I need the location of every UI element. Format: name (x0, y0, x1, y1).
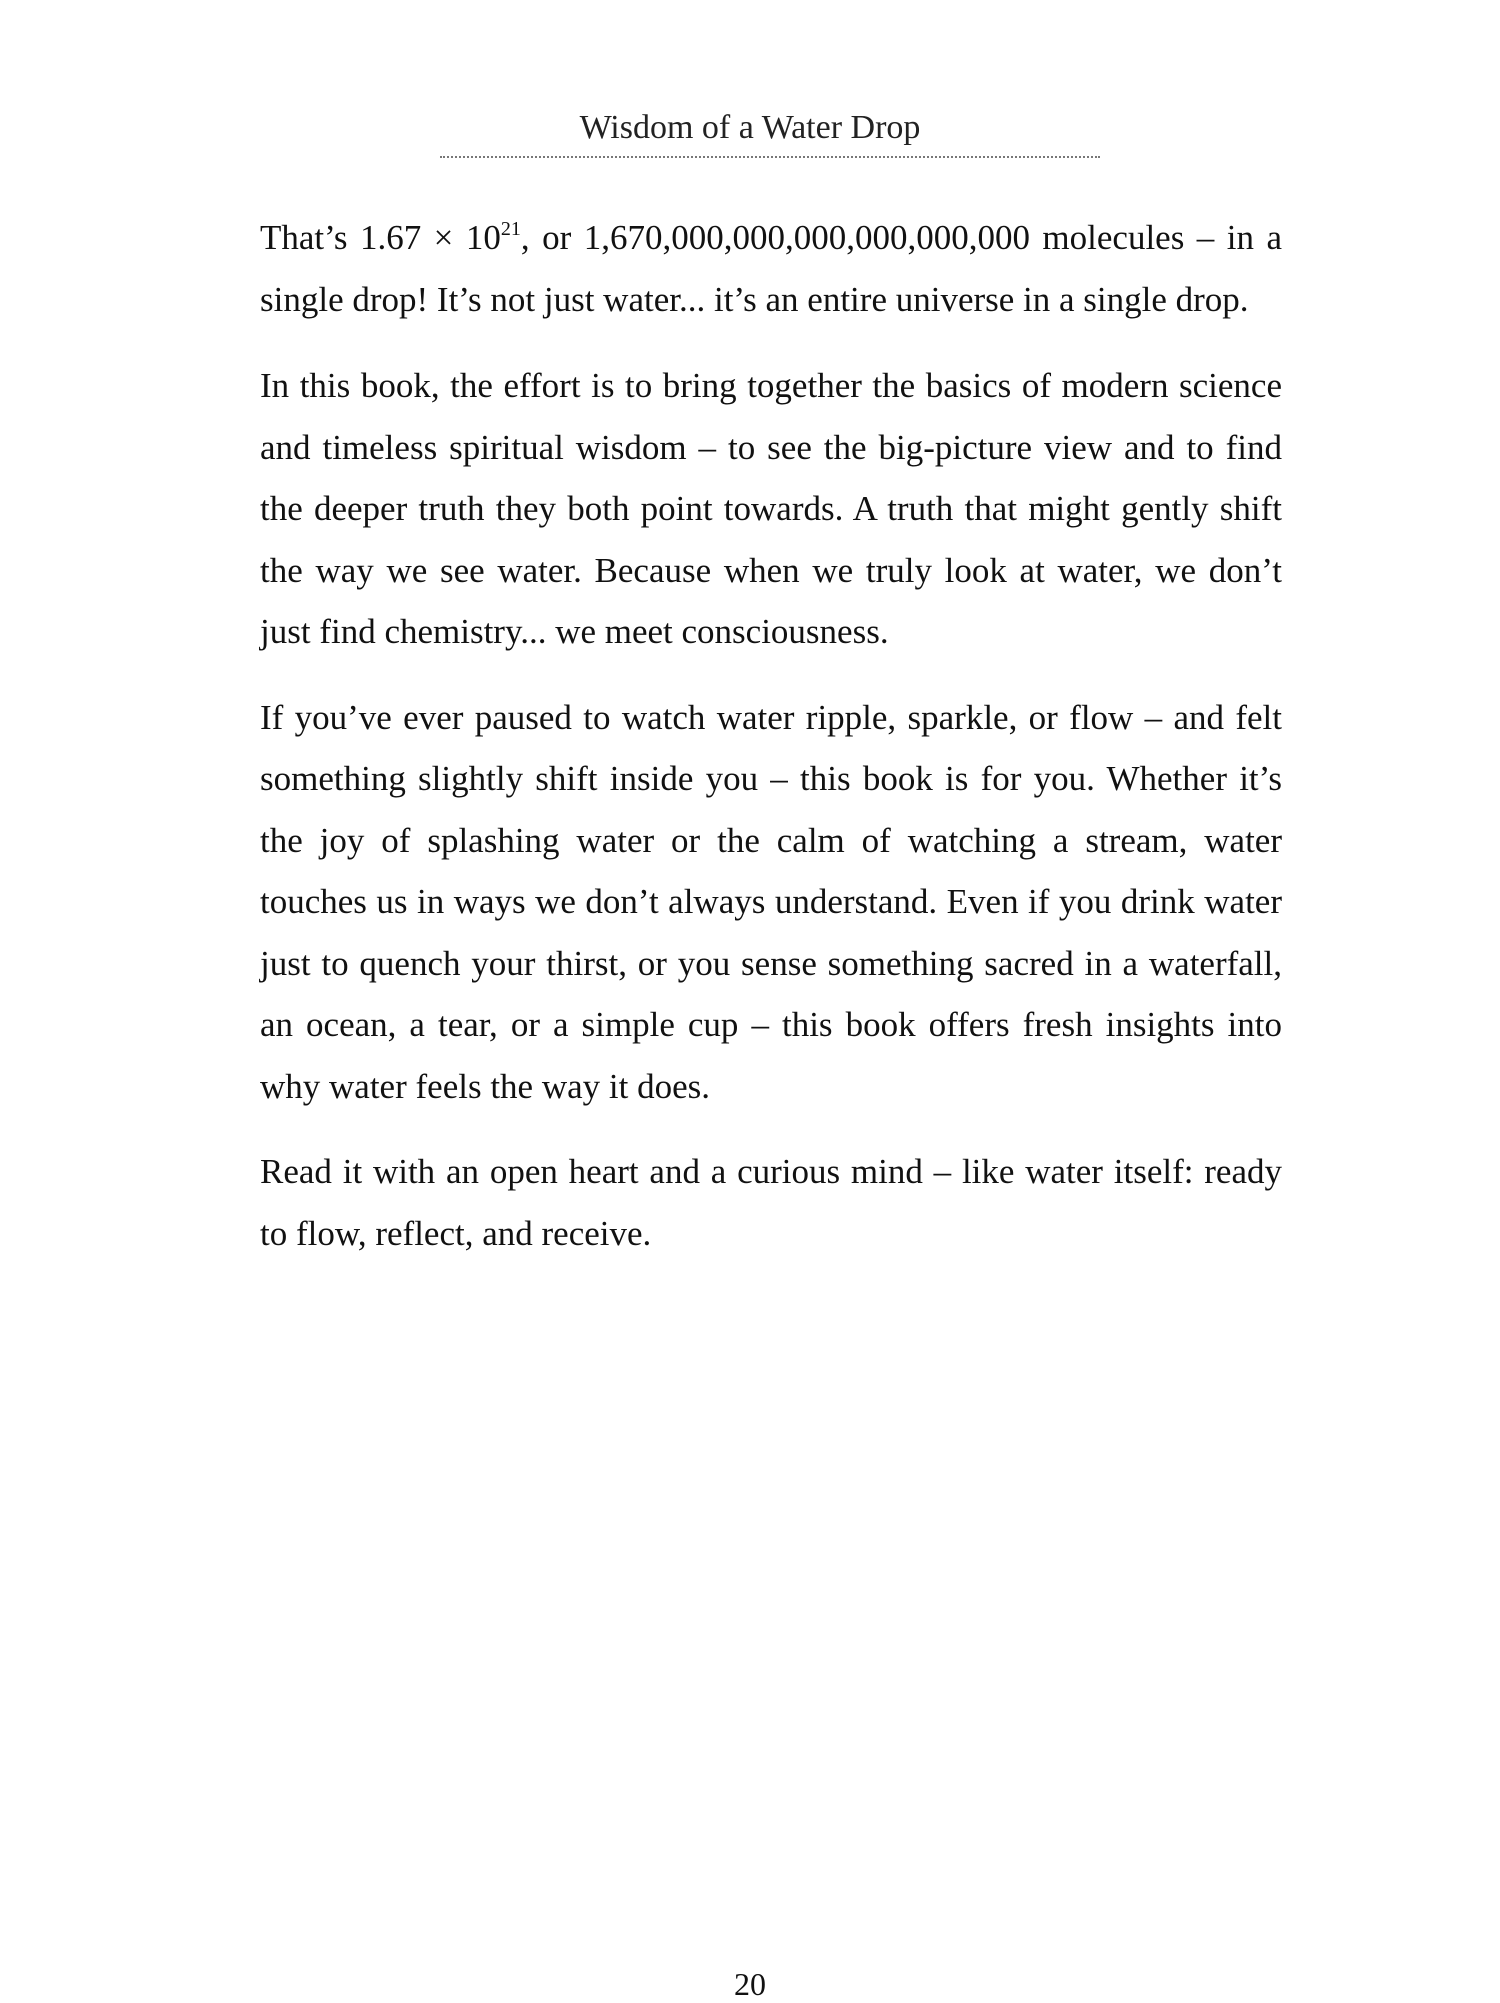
page-number: 20 (734, 1966, 766, 2002)
exponent: 21 (500, 218, 521, 240)
running-title: Wisdom of a Water Drop (579, 109, 921, 146)
paragraph-4: Read it with an open heart and a curious mind – like water itself: ready to flow, reflect, and receive. (260, 1152, 1282, 1253)
running-header (0, 108, 1500, 148)
header-dotted-rule (440, 156, 1100, 158)
page-body (260, 207, 1282, 1288)
paragraph-2: In this book, the effort is to bring together the basics of modern science and timeless spiritual wisdom – to see the big-picture view and to find the deeper truth they both point towards. A truth that might gently shift the way we see water. Because when we truly look at water, we don’t just find chemistry... we meet consciousness. (260, 366, 1282, 651)
paragraph-1-start: That’s 1.67 × 10 (260, 218, 501, 257)
paragraph-3: If you’ve ever paused to watch water ripple, sparkle, or flow – and felt something slightly shift inside you – this book is for you. Whether it’s the joy of splashing water or the calm of watching a stream, water touches us in ways we don’t always understand. Even if you drink water just to quench your thirst, or you sense something sacred in a waterfall, an ocean, a tear, or a simple cup – this book offers fresh insights into why water feels the way it does. (260, 697, 1282, 1106)
paragraph-1-rest: , or 1,670,000,000,000,000,000,000 molecules – in a single drop! It’s not just water... it’s an entire universe in a single drop. (260, 218, 1282, 319)
paragraph-1 (260, 207, 1282, 330)
